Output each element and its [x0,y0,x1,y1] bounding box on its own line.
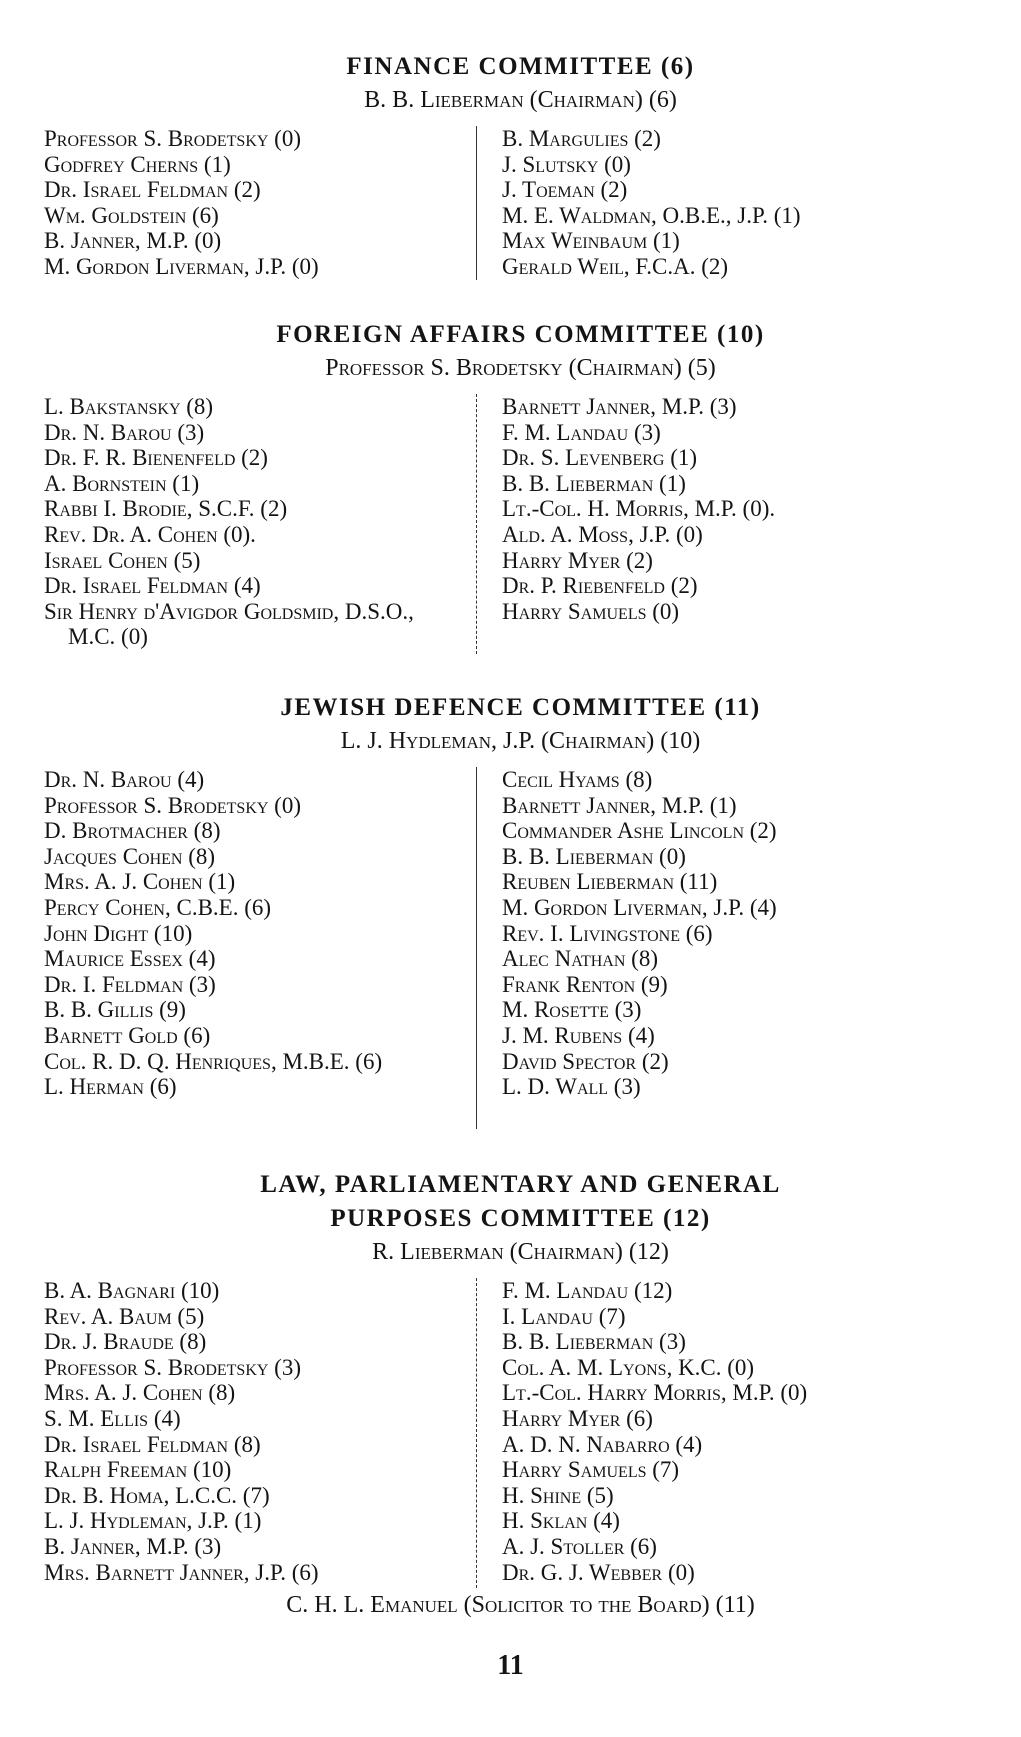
member-entry: Barnett Gold (6) [44,1022,211,1048]
member-entry: M. E. Waldman, O.B.E., J.P. (1) [502,202,801,228]
member-entry: Mrs. A. J. Cohen (8) [44,1380,236,1406]
member-entry: Lt.-Col. Harry Morris, M.P. (0) [502,1380,808,1406]
member-entry: Commander Ashe Lincoln (2) [502,818,777,844]
member-entry: Alec Nathan (8) [502,946,658,972]
member-entry: Rabbi I. Brodie, S.C.F. (2) [44,496,288,522]
member-entry: Dr. B. Homa, L.C.C. (7) [44,1482,270,1508]
member-entry: Dr. I. Feldman (3) [44,971,216,997]
member-entry: Frank Renton (9) [502,971,668,997]
member-column-left [44,1278,464,1585]
member-column-right [502,1278,902,1585]
member-entry: Dr. Israel Feldman (2) [44,177,261,203]
member-entry: M. Gordon Liverman, J.P. (0) [44,253,319,279]
member-entry: Rev. A. Baum (5) [44,1303,205,1329]
chairman-line: Professor S. Brodetsky (Chairman) (5) [325,355,716,381]
member-entry: Dr. G. J. Webber (0) [502,1559,695,1585]
member-entry: B. A. Bagnari (10) [44,1278,220,1303]
member-entry: H. Sklan (4) [502,1508,620,1534]
column-divider [476,394,477,654]
column-divider [476,1278,477,1588]
member-entry: A. D. N. Nabarro (4) [502,1431,703,1457]
member-entry: Percy Cohen, C.B.E. (6) [44,894,272,920]
member-entry: Dr. Israel Feldman (4) [44,573,261,599]
member-entry: D. Brotmacher (8) [44,818,221,844]
member-entry: David Spector (2) [502,1048,669,1074]
member-entry: Rev. Dr. A. Cohen (0). [44,521,256,547]
member-entry: Israel Cohen (5) [44,547,201,573]
page-number: 11 [497,1650,524,1681]
jewish-defence-committee-section [0,691,1021,757]
member-entry: F. M. Landau (12) [502,1278,673,1303]
member-entry: L. D. Wall (3) [502,1074,641,1100]
member-entry: Mrs. Barnett Janner, J.P. (6) [44,1559,319,1585]
member-entry: I. Landau (7) [502,1303,626,1329]
member-column-right [502,126,902,280]
member-entry: Professor S. Brodetsky (0) [44,126,301,151]
member-column-left [44,767,464,1100]
member-entry: B. B. Lieberman (0) [502,843,686,869]
member-entry: B. B. Gillis (9) [44,997,186,1023]
member-column-left [44,126,464,280]
foreign-affairs-committee-section [0,318,1021,384]
member-entry: Sir Henry d'Avigdor Goldsmid, D.S.O., M.C. (0) [44,598,414,650]
member-entry: Lt.-Col. H. Morris, M.P. (0). [502,496,776,522]
member-entry: J. M. Rubens (4) [502,1022,655,1048]
solicitor-line: C. H. L. Emanuel (Solicitor to the Board) (11) [286,1592,755,1618]
member-entry: Dr. F. R. Bienenfeld (2) [44,445,268,471]
member-entry: Barnett Janner, M.P. (1) [502,792,737,818]
member-entry: Dr. S. Levenberg (1) [502,445,698,471]
member-entry: M. Rosette (3) [502,997,642,1023]
member-entry: Wm. Goldstein (6) [44,202,219,228]
section-title-line-1: LAW, PARLIAMENTARY AND GENERAL [260,1171,781,1198]
member-entry: B. Janner, M.P. (3) [44,1533,222,1559]
member-entry: Harry Samuels (7) [502,1457,680,1483]
chairman-line: L. J. Hydleman, J.P. (Chairman) (10) [340,728,701,754]
member-entry: M. Gordon Liverman, J.P. (4) [502,894,777,920]
member-entry: F. M. Landau (3) [502,419,661,445]
section-title: JEWISH DEFENCE COMMITTEE (11) [280,694,761,721]
member-entry: S. M. Ellis (4) [44,1405,181,1431]
member-entry: L. Bakstansky (8) [44,394,214,419]
member-entry: A. J. Stoller (6) [502,1533,657,1559]
member-entry: Dr. N. Barou (3) [44,419,205,445]
member-entry: L. J. Hydleman, J.P. (1) [44,1508,262,1534]
member-entry: B. B. Lieberman (3) [502,1329,686,1355]
member-entry: Harry Myer (6) [502,1405,653,1431]
finance-committee-section [0,50,1021,116]
member-entry: Professor S. Brodetsky (3) [44,1354,301,1380]
column-divider [476,126,477,280]
member-entry: Dr. Israel Feldman (8) [44,1431,261,1457]
member-entry: B. Janner, M.P. (0) [44,228,222,254]
member-entry: Ralph Freeman (10) [44,1457,232,1483]
chairman-line: R. Lieberman (Chairman) (12) [372,1239,669,1265]
member-entry: Harry Samuels (0) [502,598,680,624]
member-column-left [44,394,464,650]
member-entry: John Dight (10) [44,920,193,946]
law-parliamentary-committee-section [0,1168,1021,1268]
column-divider [476,767,477,1129]
member-entry: J. Toeman (2) [502,177,628,203]
member-entry: Rev. I. Livingstone (6) [502,920,713,946]
chairman-line: B. B. Lieberman (Chairman) (6) [364,87,677,113]
member-entry: Jacques Cohen (8) [44,843,216,869]
member-entry: Maurice Essex (4) [44,946,216,972]
member-entry: Godfrey Cherns (1) [44,151,231,177]
member-entry: Gerald Weil, F.C.A. (2) [502,253,729,279]
member-entry: Dr. N. Barou (4) [44,767,205,792]
member-entry: Col. R. D. Q. Henriques, M.B.E. (6) [44,1048,383,1074]
member-entry: H. Shine (5) [502,1482,614,1508]
section-title-line-2: PURPOSES COMMITTEE (12) [330,1205,711,1232]
member-entry: Max Weinbaum (1) [502,228,680,254]
member-entry: Professor S. Brodetsky (0) [44,792,301,818]
section-title: FINANCE COMMITTEE (6) [346,53,695,80]
member-entry: A. Bornstein (1) [44,470,200,496]
member-entry: L. Herman (6) [44,1074,177,1100]
member-entry: B. Margulies (2) [502,126,661,151]
member-column-right [502,394,902,624]
member-entry: Cecil Hyams (8) [502,767,653,792]
member-entry: Dr. P. Riebenfeld (2) [502,573,698,599]
member-entry: Col. A. M. Lyons, K.C. (0) [502,1354,755,1380]
member-entry: Harry Myer (2) [502,547,653,573]
member-entry: J. Slutsky (0) [502,151,631,177]
member-entry: Mrs. A. J. Cohen (1) [44,869,236,895]
member-entry: Dr. J. Braude (8) [44,1329,207,1355]
member-entry: Ald. A. Moss, J.P. (0) [502,521,703,547]
member-entry: Reuben Lieberman (11) [502,869,718,895]
section-title: FOREIGN AFFAIRS COMMITTEE (10) [276,321,765,348]
member-entry: Barnett Janner, M.P. (3) [502,394,737,419]
member-entry: B. B. Lieberman (1) [502,470,686,496]
member-column-right [502,767,902,1100]
